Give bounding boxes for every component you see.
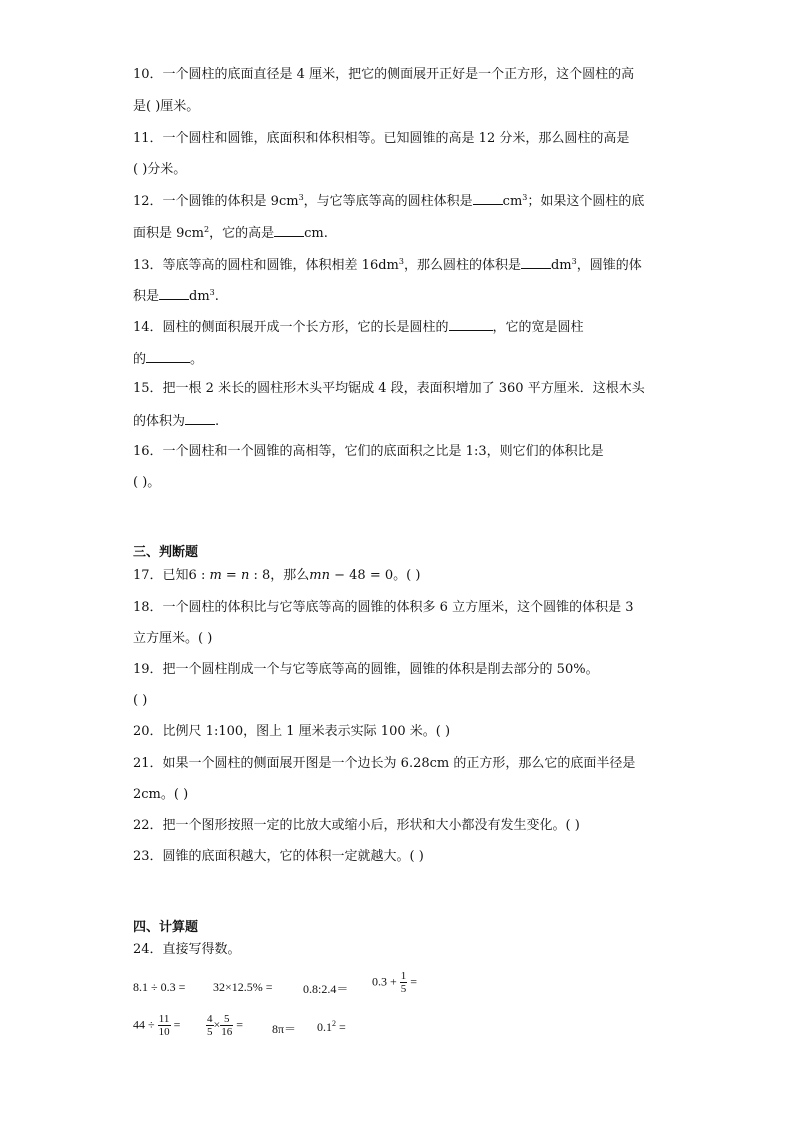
question-15-line-1: 15．把一根 2 米长的圆柱形木头平均锯成 4 段，表面积增加了 360 平方厘米．这根木头 (133, 381, 645, 396)
question-16-line-2: ( )。 (133, 475, 161, 490)
calc-expression-4: 0.3 + $\frac{1}{5}$ = (372, 970, 418, 995)
question-19-line-2: ( ) (133, 693, 148, 708)
answer-blank[interactable] (159, 287, 189, 300)
question-15-line-2: 的体积为 . (133, 414, 220, 429)
question-14-line-2: 的 。 (133, 352, 204, 367)
fraction: $\frac{4}{5}$ (207, 1013, 213, 1038)
question-21-line-1: 21．如果一个圆柱的侧面展开图是一个边长为 6.28cm 的正方形，那么它的底面半径是 (133, 756, 636, 771)
question-10-line-2: 是( )厘米。 (133, 99, 200, 114)
calc-expression-3: 0.8:2.4＝ (303, 982, 349, 996)
answer-blank[interactable] (521, 256, 551, 269)
question-24: 24．直接写得数。 (133, 942, 241, 957)
calc-expression-2: 32×12.5% = (213, 980, 273, 994)
question-16-line-1: 16．一个圆柱和一个圆锥的高相等，它们的底面积之比是 1:3，则它们的体积比是 (133, 444, 604, 459)
fraction: $\frac{1}{5}$ (400, 970, 407, 995)
calc-expression-8: $0.1^2$ = (317, 1019, 346, 1034)
question-19-line-1: 19．把一个圆柱削成一个与它等底等高的圆锥，圆锥的体积是削去部分的 50%。 (133, 662, 599, 677)
question-11-line-2: ( )分米。 (133, 162, 187, 177)
answer-blank[interactable] (473, 192, 503, 205)
answer-blank[interactable] (185, 412, 215, 425)
calc-expression-6: $\frac{4}{5}$ × $\frac{5}{16}$ = (207, 1013, 244, 1038)
answer-blank[interactable] (449, 318, 493, 331)
question-22: 22．把一个图形按照一定的比放大或缩小后，形状和大小都没有发生变化。( ) (133, 818, 580, 833)
section-4-heading: 四、计算题 (133, 920, 199, 935)
question-21-line-2: 2cm。( ) (133, 787, 189, 802)
question-18-line-1: 18．一个圆柱的体积比与它等底等高的圆锥的体积多 6 立方厘米，这个圆锥的体积是 3 (133, 600, 634, 615)
question-13-line-2: 积是 $dm^3$. (133, 288, 219, 304)
fraction: $\frac{5}{16}$ (221, 1013, 233, 1038)
question-10-line-1: 10．一个圆柱的底面直径是 4 厘米，把它的侧面展开正好是一个正方形，这个圆柱的高 (133, 67, 635, 82)
calc-expression-1: 8.1 ÷ 0.3 = (133, 980, 186, 994)
question-12-line-2: 面积是 $9cm^2$，它的高是 cm. (133, 225, 328, 241)
question-18-line-2: 立方厘米。( ) (133, 631, 213, 646)
question-13-line-1: 13．等底等高的圆柱和圆锥，体积相差 $16dm^3$，那么圆柱的体积是 $dm^3$，圆锥的体 (133, 257, 642, 273)
question-17: 17．已知6 : m = n : 8，那么mn − 48 = 0。( ) (133, 568, 421, 583)
calc-expression-7: 8π＝ (272, 1022, 297, 1036)
question-11-line-1: 11．一个圆柱和圆锥，底面积和体积相等。已知圆锥的高是 12 分米，那么圆柱的高是 (133, 131, 630, 146)
question-14-line-1: 14．圆柱的侧面积展开成一个长方形，它的长是圆柱的 ，它的宽是圆柱 (133, 320, 584, 335)
section-3-heading: 三、判断题 (133, 545, 199, 560)
answer-blank[interactable] (274, 224, 304, 237)
fraction: $\frac{11}{10}$ (158, 1013, 170, 1038)
calc-expression-5: 44 ÷ $\frac{11}{10}$ = (133, 1013, 181, 1038)
question-23: 23．圆锥的底面积越大，它的体积一定就越大。( ) (133, 849, 424, 864)
question-20: 20．比例尺 1:100，图上 1 厘米表示实际 100 米。( ) (133, 724, 451, 739)
question-12-line-1: 12．一个圆锥的体积是 $9cm^3$，与它等底等高的圆柱体积是 $cm^3$；如果这个圆柱的底 (133, 193, 645, 209)
answer-blank[interactable] (146, 350, 190, 363)
